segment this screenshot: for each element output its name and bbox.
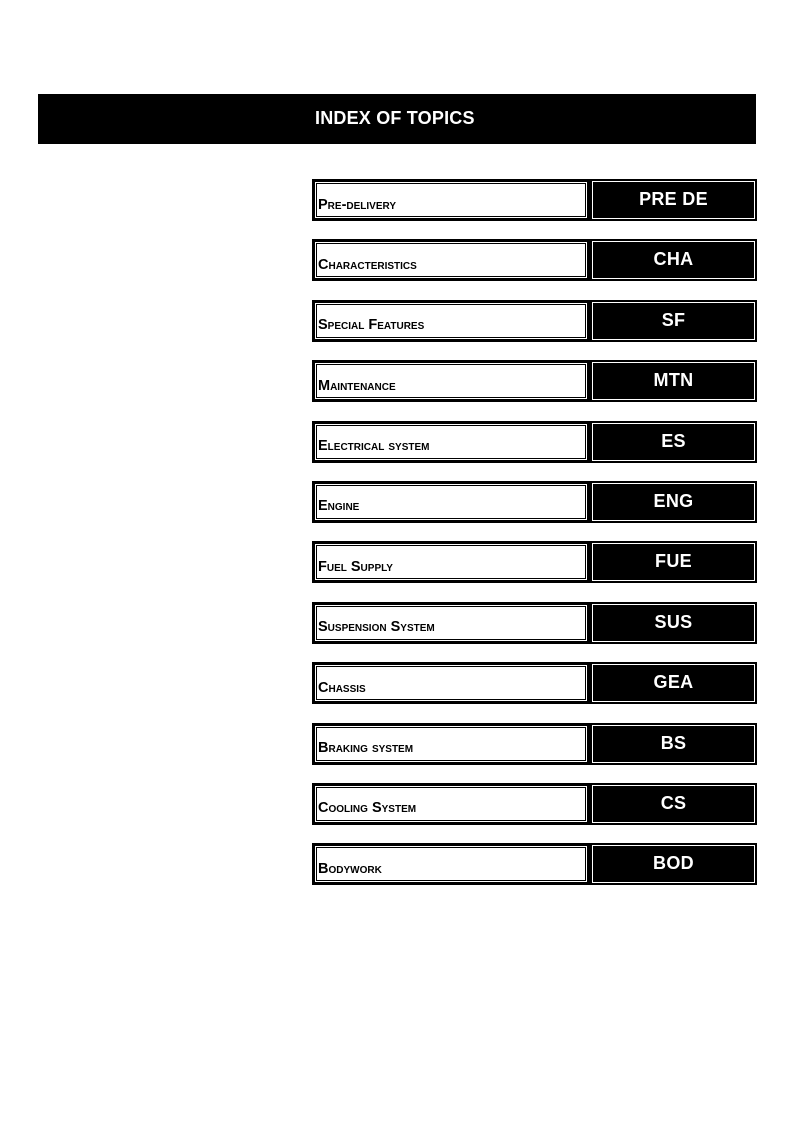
topic-code-box	[590, 179, 757, 221]
topic-code-box	[590, 602, 757, 644]
topic-label: Engine	[318, 498, 360, 515]
topic-code-box	[590, 300, 757, 342]
index-title: INDEX OF TOPICS	[315, 108, 475, 128]
topic-code: CS	[660, 792, 687, 813]
topic-row-suspension-system[interactable]	[312, 602, 757, 644]
topic-code: FUE	[655, 551, 692, 572]
topic-label-box	[312, 723, 590, 765]
topic-code: GEA	[653, 672, 694, 693]
topic-row-engine[interactable]	[312, 481, 757, 523]
topic-label-box	[312, 783, 590, 825]
topic-label: Special Features	[318, 317, 425, 334]
topic-code: BOD	[653, 853, 694, 874]
topic-code: SUS	[654, 611, 693, 632]
topic-label-box	[312, 179, 590, 221]
topic-code-box	[590, 421, 757, 463]
topic-code: ENG	[653, 490, 694, 511]
topic-row-characteristics[interactable]	[312, 239, 757, 281]
topic-code-box	[590, 239, 757, 281]
topic-label: Maintenance	[318, 377, 396, 394]
topic-row-fuel-supply[interactable]	[312, 541, 757, 583]
topic-label-box	[312, 481, 590, 523]
topic-code-box	[590, 723, 757, 765]
topic-code-box	[590, 662, 757, 704]
topic-label: Suspension System	[318, 619, 435, 636]
topic-code-box	[590, 783, 757, 825]
topic-label-box	[312, 662, 590, 704]
topic-code: ES	[661, 430, 686, 451]
topic-code: SF	[661, 309, 686, 330]
topic-row-electrical-system[interactable]	[312, 421, 757, 463]
topic-code: CHA	[653, 249, 694, 270]
topic-row-chassis[interactable]	[312, 662, 757, 704]
topic-label-box	[312, 602, 590, 644]
topic-row-special-features[interactable]	[312, 300, 757, 342]
topic-label: Pre-delivery	[318, 196, 397, 213]
topic-label: Braking system	[318, 740, 414, 757]
topic-row-bodywork[interactable]	[312, 843, 757, 885]
topic-row-braking-system[interactable]	[312, 723, 757, 765]
topic-label: Bodywork	[318, 860, 382, 877]
topic-row-pre-delivery[interactable]	[312, 179, 757, 221]
topic-code-box	[590, 843, 757, 885]
topic-code: MTN	[653, 370, 694, 391]
index-header-bar	[38, 94, 756, 144]
topic-label-box	[312, 300, 590, 342]
topic-row-maintenance[interactable]	[312, 360, 757, 402]
topic-label-box	[312, 541, 590, 583]
topic-label: Characteristics	[318, 256, 417, 273]
topic-code-box	[590, 360, 757, 402]
topic-label-box	[312, 421, 590, 463]
topic-label: Electrical system	[318, 438, 430, 455]
topic-label: Chassis	[318, 679, 366, 696]
topic-code: PRE DE	[639, 189, 708, 209]
topics-list	[312, 179, 757, 904]
topic-label: Cooling System	[318, 800, 417, 817]
topic-label-box	[312, 843, 590, 885]
topic-code-box	[590, 541, 757, 583]
topic-label-box	[312, 239, 590, 281]
topic-code: BS	[660, 732, 687, 753]
topic-code-box	[590, 481, 757, 523]
topic-label-box	[312, 360, 590, 402]
topic-row-cooling-system[interactable]	[312, 783, 757, 825]
topic-label: Fuel Supply	[318, 558, 393, 575]
